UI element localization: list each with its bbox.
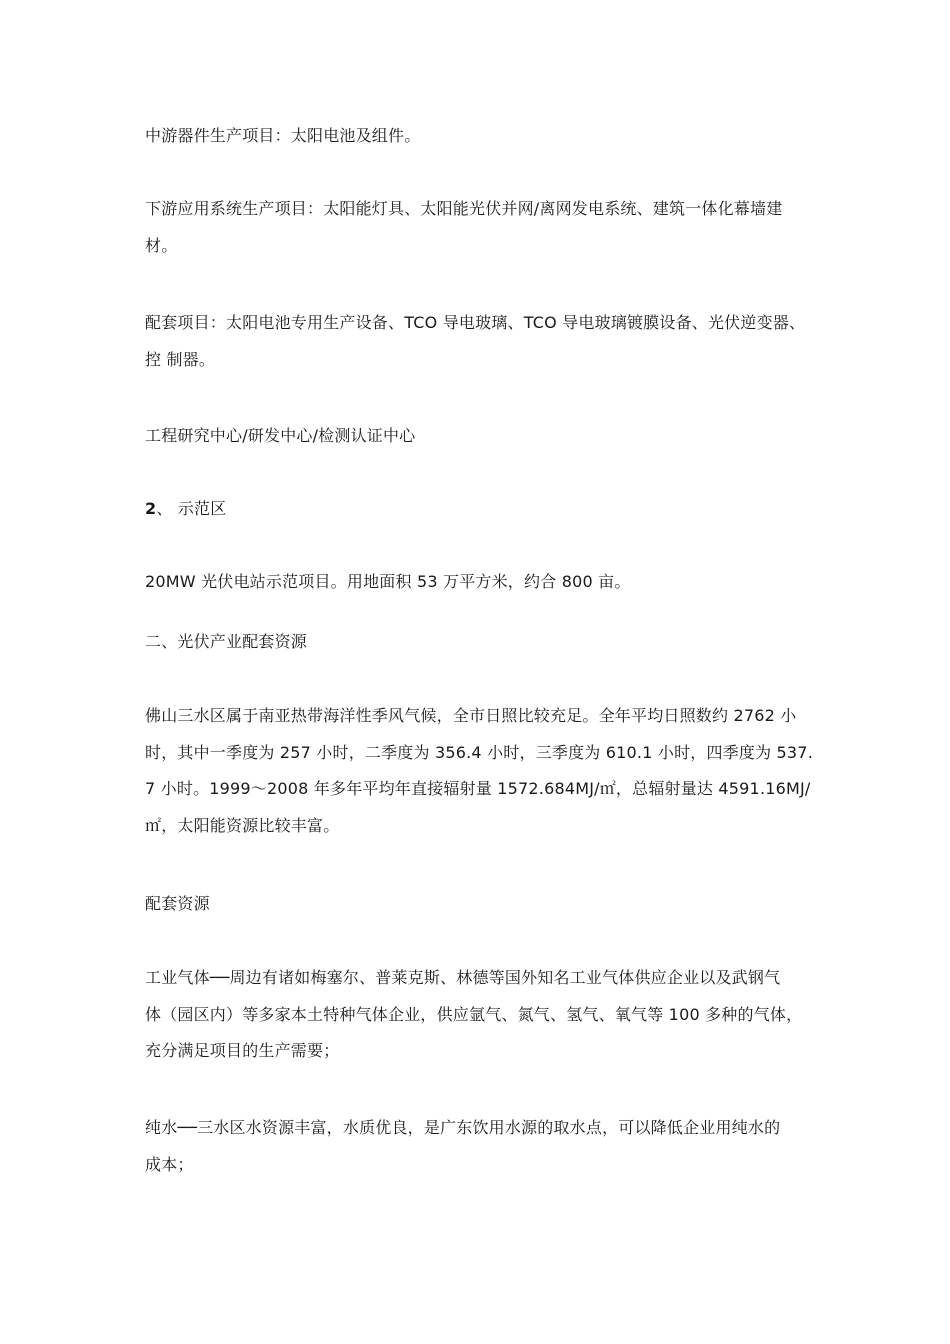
text-line: 成本； <box>145 1154 194 1174</box>
section-title: 、 示范区 <box>156 499 227 518</box>
text-line: 配套资源 <box>145 894 210 913</box>
paragraph-supporting-projects <box>145 305 813 378</box>
text-line: 二、光伏产业配套资源 <box>145 632 308 651</box>
section-heading-demo-zone <box>145 491 813 528</box>
section-heading-supporting-resources <box>145 886 813 923</box>
text-line <box>145 491 813 528</box>
text-line: 时，其中一季度为 257 小时，二季度为 356.4 小时，三季度为 610.1 小时，四季度为 537. <box>145 742 813 762</box>
text-line: 工程研究中心/研发中心/检测认证中心 <box>145 426 416 445</box>
text-line: 7 小时。1999～2008 年多年平均年直接辐射量 1572.684MJ/㎡，总辐射量达 4591.16MJ/ <box>145 779 811 798</box>
text-line: 中游器件生产项目：太阳电池及组件。 <box>145 126 421 145</box>
text-line: 配套项目：太阳电池专用生产设备、TCO 导电玻璃、TCO 导电玻璃镀膜设备、光伏逆变器、 <box>145 313 806 332</box>
text-line: 纯水──三水区水资源丰富，水质优良，是广东饮用水源的取水点，可以降低企业用纯水的 <box>145 1118 781 1137</box>
text-line: 20MW 光伏电站示范项目。用地面积 53 万平方米，约合 800 亩。 <box>145 572 631 591</box>
text-line: 工业气体──周边有诸如梅塞尔、普莱克斯、林德等国外知名工业气体供应企业以及武钢气 <box>145 968 781 987</box>
text-line: 控 制器。 <box>145 349 216 369</box>
text-line: ㎡，太阳能资源比较丰富。 <box>145 815 340 835</box>
paragraph-industrial-gas <box>145 960 813 1070</box>
section-number: 2 <box>145 499 157 518</box>
text-line: 佛山三水区属于南亚热带海洋性季风气候，全市日照比较充足。全年平均日照数约 2762 小 <box>145 706 797 725</box>
paragraph-midstream-products <box>145 118 813 155</box>
section-heading-resources <box>145 624 813 661</box>
paragraph-climate <box>145 698 813 844</box>
text-line: 体（园区内）等多家本土特种气体企业，供应氩气、氮气、氢气、氧气等 100 多种的气体， <box>145 1004 803 1024</box>
text-line: 材。 <box>145 235 178 255</box>
paragraph-downstream-products <box>145 191 813 264</box>
text-line: 充分满足项目的生产需要； <box>145 1041 340 1060</box>
paragraph-research-centers <box>145 418 813 455</box>
text-line: 下游应用系统生产项目：太阳能灯具、太阳能光伏并网/离网发电系统、建筑一体化幕墙建 <box>145 199 783 218</box>
paragraph-demo-project <box>145 564 813 601</box>
paragraph-pure-water <box>145 1110 813 1183</box>
